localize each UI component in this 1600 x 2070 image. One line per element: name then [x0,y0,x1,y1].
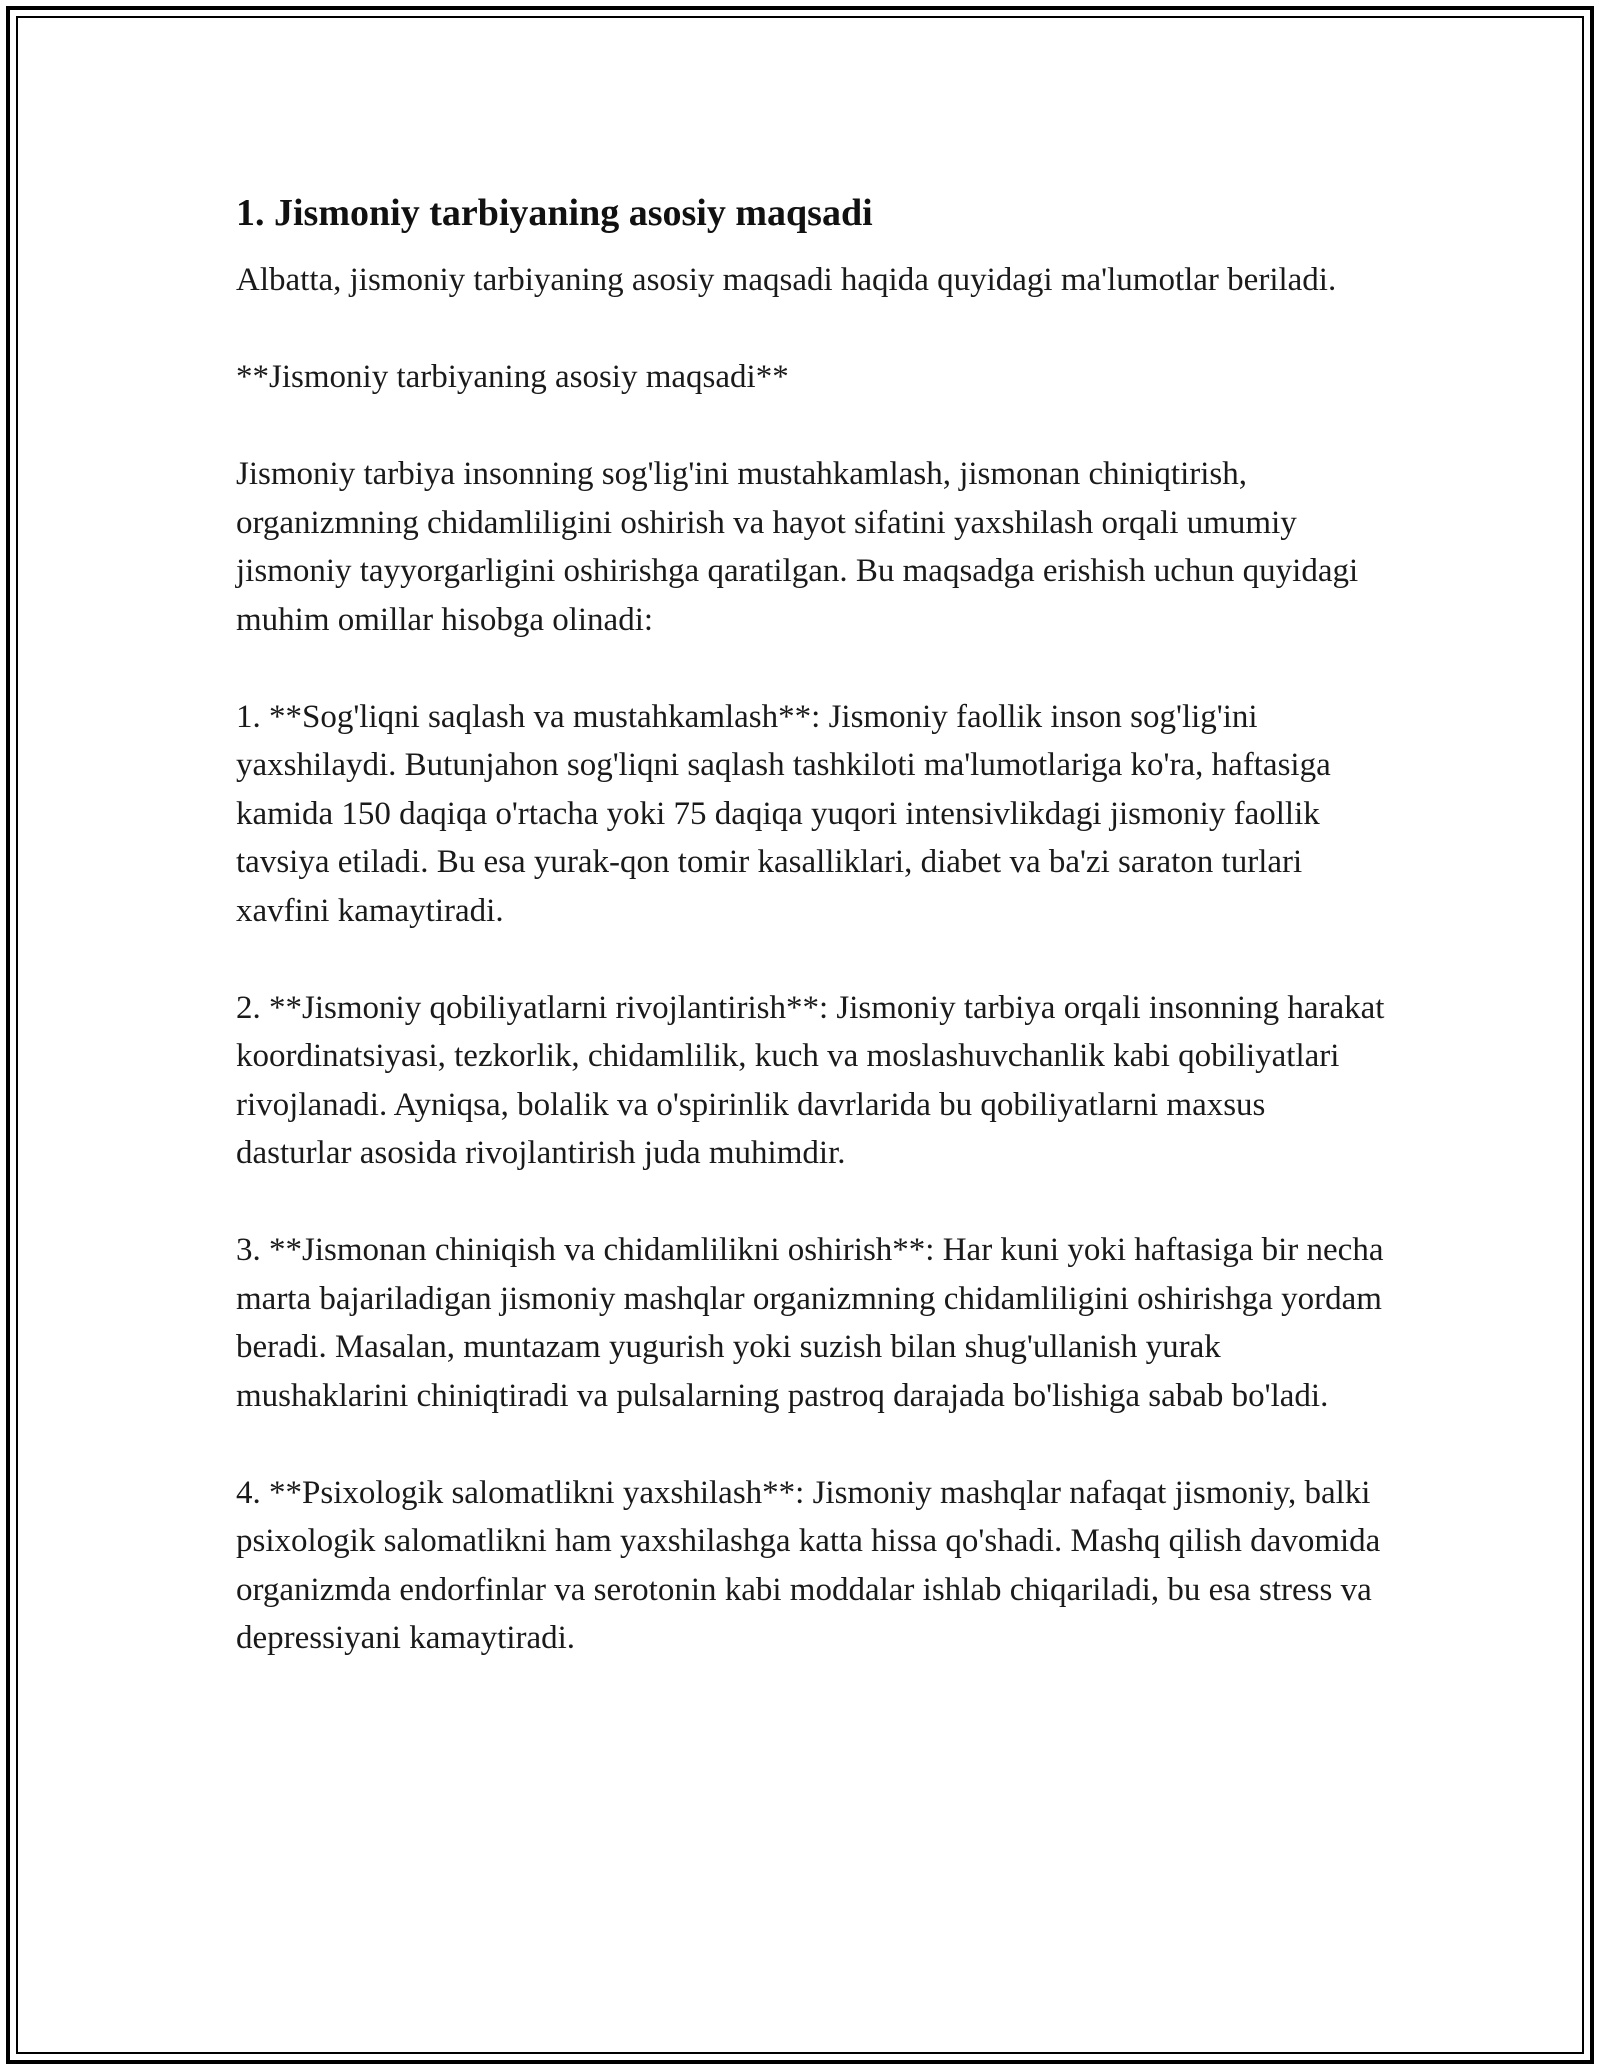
paragraph-intro: Albatta, jismoniy tarbiyaning asosiy maqsadi haqida quyidagi ma'lumotlar beriladi. [236,262,1337,298]
paragraph-point-1: 1. **Sog'liqni saqlash va mustahkamlash**: Jismoniy faollik inson sog'lig'ini yaxshilaydi. Butunjahon sog'liqni saqlash tashkiloti ma'lumotlariga ko'ra, haftasiga kamida 150 daqiqa o'rtacha yoki 75 daqiqa yuqori intensivlikdagi jismoniy faollik tavsiya etiladi. Bu esa yurak-qon tomir kasalliklari, diabet va ba'zi saraton turlari xavfini kamaytiradi. [236,698,1331,929]
paragraph-overview: Jismoniy tarbiya insonning sog'lig'ini mustahkamlash, jismonan chiniqtirish, organizmning chidamliligini oshirish va hayot sifatini yaxshilash orqali umumiy jismoniy tayyorgarligini oshirishga qaratilgan. Bu maqsadga erishish uchun quyidagi muhim omillar hisobga olinadi: [236,456,1359,638]
paragraph-subheading: **Jismoniy tarbiyaning asosiy maqsadi** [236,359,789,395]
paragraph-point-4: 4. **Psixologik salomatlikni yaxshilash**: Jismoniy mashqlar nafaqat jismoniy, balki psixologik salomatlikni ham yaxshilashga katta hissa qo'shadi. Mashq qilish davomida organizmda endorfinlar va serotonin kabi moddalar ishlab chiqariladi, bu esa stress va depressiyani kamaytiradi. [236,1474,1381,1656]
paragraph-point-2: 2. **Jismoniy qobiliyatlarni rivojlantirish**: Jismoniy tarbiya orqali insonning harakat koordinatsiyasi, tezkorlik, chidamlilik, kuch va moslashuvchanlik kabi qobiliyatlari rivojlanadi. Ayniqsa, bolalik va o'spirinlik davrlarida bu qobiliyatlarni maxsus dasturlar asosida rivojlantirish juda muhimdir. [236,989,1385,1171]
document-title: 1. Jismoniy tarbiyaning asosiy maqsadi [236,192,873,234]
paragraph-point-3: 3. **Jismonan chiniqish va chidamlilikni oshirish**: Har kuni yoki haftasiga bir necha marta bajariladigan jismoniy mashqlar organizmning chidamliligini oshirishga yordam beradi. Masalan, muntazam yugurish yoki suzish bilan shug'ullanish yurak mushaklarini chiniqtiradi va pulsalarning pastroq darajada bo'lishiga sabab bo'ladi. [236,1232,1384,1414]
document-body [236,186,1386,1711]
